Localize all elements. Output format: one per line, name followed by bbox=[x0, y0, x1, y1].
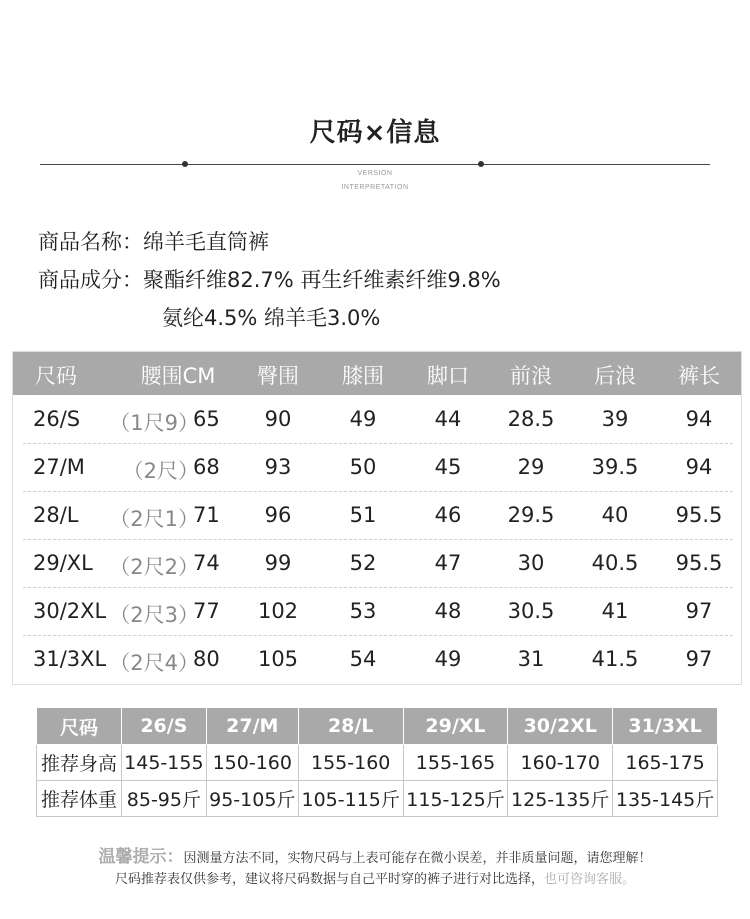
row-divider bbox=[23, 635, 733, 636]
composition-value-1: 聚酯纤维82.7% 再生纤维素纤维9.8% bbox=[143, 268, 501, 292]
row-code: （2尺3） bbox=[109, 603, 199, 627]
row-divider bbox=[23, 491, 733, 492]
recommend-size: 30/2XL bbox=[508, 708, 613, 745]
product-name-label: 商品名称： bbox=[38, 230, 143, 254]
tip-lead: 温馨提示： bbox=[98, 847, 184, 867]
row-knee: 49 bbox=[349, 407, 377, 431]
row-front-rise: 29 bbox=[517, 455, 545, 479]
table-row bbox=[13, 455, 741, 503]
row-knee: 50 bbox=[349, 455, 377, 479]
row-size: 30/2XL bbox=[33, 599, 107, 623]
row-front-rise: 28.5 bbox=[507, 407, 555, 431]
row-divider bbox=[23, 539, 733, 540]
size-table-header bbox=[13, 352, 741, 395]
col-header-waist: 腰围CM bbox=[140, 364, 216, 388]
title-divider bbox=[40, 164, 710, 165]
recommend-height: 150-160 bbox=[206, 745, 298, 781]
row-code: （2尺4） bbox=[109, 651, 199, 675]
row-back-rise: 41 bbox=[601, 599, 629, 623]
row-divider bbox=[23, 443, 733, 444]
product-name-row bbox=[38, 226, 269, 256]
col-header-back-rise: 后浪 bbox=[594, 364, 636, 388]
recommend-weight: 95-105斤 bbox=[206, 781, 298, 817]
row-length: 95.5 bbox=[675, 503, 723, 527]
recommend-weight-label: 推荐体重 bbox=[37, 781, 122, 817]
recommend-weight: 115-125斤 bbox=[403, 781, 508, 817]
row-length: 94 bbox=[685, 407, 713, 431]
col-header-knee: 膝围 bbox=[342, 364, 384, 388]
row-hem: 48 bbox=[434, 599, 462, 623]
row-knee: 52 bbox=[349, 551, 377, 575]
row-hip: 99 bbox=[264, 551, 292, 575]
row-size: 31/3XL bbox=[33, 647, 107, 671]
recommend-weight: 135-145斤 bbox=[613, 781, 718, 817]
recommend-height: 165-175 bbox=[613, 745, 718, 781]
recommend-height: 155-160 bbox=[298, 745, 403, 781]
table-row bbox=[13, 599, 741, 647]
row-hem: 47 bbox=[434, 551, 462, 575]
col-header-hip: 臀围 bbox=[257, 364, 299, 388]
composition-label: 商品成分： bbox=[38, 268, 143, 292]
recommend-size: 29/XL bbox=[403, 708, 508, 745]
row-length: 97 bbox=[685, 599, 713, 623]
recommend-header-label: 尺码 bbox=[37, 708, 122, 745]
recommend-header-row bbox=[37, 708, 718, 745]
table-row bbox=[13, 503, 741, 551]
row-length: 97 bbox=[685, 647, 713, 671]
row-hip: 93 bbox=[264, 455, 292, 479]
col-header-size: 尺码 bbox=[35, 364, 77, 388]
row-hem: 44 bbox=[434, 407, 462, 431]
row-length: 94 bbox=[685, 455, 713, 479]
row-back-rise: 39 bbox=[601, 407, 629, 431]
recommend-table bbox=[36, 707, 718, 817]
subtitle-interpretation: INTERPRETATION bbox=[341, 184, 409, 191]
divider-dot-left bbox=[182, 161, 188, 167]
row-size: 29/XL bbox=[33, 551, 93, 575]
recommend-height-row bbox=[37, 745, 718, 781]
col-header-hem: 脚口 bbox=[427, 364, 469, 388]
row-code: （2尺2） bbox=[109, 555, 199, 579]
recommend-weight-row bbox=[37, 781, 718, 817]
subtitle-version: VERSION bbox=[357, 170, 393, 177]
recommend-weight: 85-95斤 bbox=[122, 781, 207, 817]
recommend-height: 160-170 bbox=[508, 745, 613, 781]
row-knee: 54 bbox=[349, 647, 377, 671]
table-row bbox=[13, 647, 741, 695]
row-waist: 77 bbox=[193, 599, 220, 623]
row-waist: 80 bbox=[193, 647, 220, 671]
row-front-rise: 30.5 bbox=[507, 599, 555, 623]
row-hip: 105 bbox=[257, 647, 299, 671]
tip-line-2 bbox=[0, 868, 750, 887]
tip-line-1 bbox=[0, 842, 750, 867]
row-back-rise: 41.5 bbox=[591, 647, 639, 671]
row-divider bbox=[23, 587, 733, 588]
recommend-weight: 105-115斤 bbox=[298, 781, 403, 817]
product-name-value: 绵羊毛直筒裤 bbox=[143, 230, 269, 254]
row-hip: 96 bbox=[264, 503, 292, 527]
row-hem: 49 bbox=[434, 647, 462, 671]
row-back-rise: 40.5 bbox=[591, 551, 639, 575]
row-waist: 68 bbox=[193, 455, 220, 479]
recommend-size: 26/S bbox=[122, 708, 207, 745]
row-knee: 53 bbox=[349, 599, 377, 623]
row-knee: 51 bbox=[349, 503, 377, 527]
tip-text-2-muted: 也可咨询客服。 bbox=[544, 872, 636, 887]
row-code: （2尺1） bbox=[109, 507, 199, 531]
row-hip: 90 bbox=[264, 407, 292, 431]
recommend-height: 155-165 bbox=[403, 745, 508, 781]
row-code: （1尺9） bbox=[109, 411, 199, 435]
row-front-rise: 30 bbox=[517, 551, 545, 575]
row-front-rise: 31 bbox=[517, 647, 545, 671]
row-size: 28/L bbox=[33, 503, 79, 527]
row-waist: 71 bbox=[193, 503, 220, 527]
recommend-height: 145-155 bbox=[122, 745, 207, 781]
row-back-rise: 39.5 bbox=[591, 455, 639, 479]
recommend-weight: 125-135斤 bbox=[508, 781, 613, 817]
size-table bbox=[12, 351, 742, 685]
recommend-height-label: 推荐身高 bbox=[37, 745, 122, 781]
row-size: 26/S bbox=[33, 407, 81, 431]
composition-row-2: 氨纶4.5% 绵羊毛3.0% bbox=[162, 306, 381, 330]
row-waist: 74 bbox=[193, 551, 220, 575]
row-hip: 102 bbox=[257, 599, 299, 623]
recommend-size: 28/L bbox=[298, 708, 403, 745]
table-row bbox=[13, 551, 741, 599]
tip-text-2: 尺码推荐表仅供参考，建议将尺码数据与自己平时穿的裤子进行对比选择， bbox=[114, 872, 544, 887]
page-title: 尺码×信息 bbox=[309, 118, 441, 148]
row-waist: 65 bbox=[193, 407, 220, 431]
row-length: 95.5 bbox=[675, 551, 723, 575]
table-row bbox=[13, 407, 741, 455]
row-hem: 46 bbox=[434, 503, 462, 527]
composition-row bbox=[38, 264, 501, 294]
row-back-rise: 40 bbox=[601, 503, 629, 527]
divider-dot-right bbox=[478, 161, 484, 167]
row-size: 27/M bbox=[33, 455, 85, 479]
row-hem: 45 bbox=[434, 455, 462, 479]
recommend-size: 27/M bbox=[206, 708, 298, 745]
col-header-front-rise: 前浪 bbox=[510, 364, 552, 388]
tip-text-1: 因测量方法不同，实物尺码与上表可能存在微小误差，并非质量问题，请您理解！ bbox=[183, 851, 652, 866]
row-front-rise: 29.5 bbox=[507, 503, 555, 527]
col-header-length: 裤长 bbox=[678, 364, 720, 388]
row-code: （2尺） bbox=[122, 459, 199, 483]
recommend-size: 31/3XL bbox=[613, 708, 718, 745]
